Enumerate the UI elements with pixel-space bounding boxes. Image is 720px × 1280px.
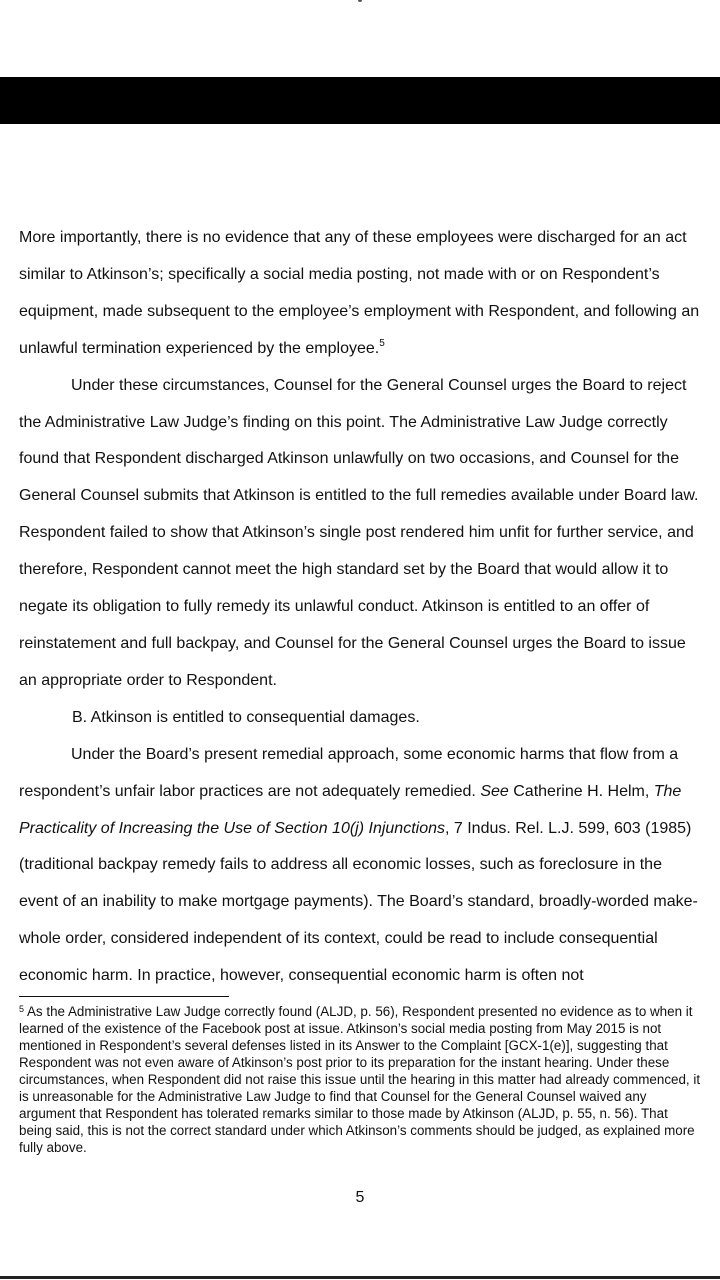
paragraph-text: Under the Board’s present remedial approach, some economic harms that flow from a respondent’s unfair labor practices are not adequately remedied.	[19, 745, 679, 800]
page-bottom-border	[0, 1276, 720, 1279]
footnote-separator	[19, 996, 229, 997]
redaction-bar	[0, 77, 720, 124]
footnote-5	[19, 1003, 703, 1156]
section-heading-b: B. Atkinson is entitled to consequential damages.	[72, 708, 420, 726]
footnote-number: 5	[19, 1004, 25, 1014]
paragraph-evidence	[19, 220, 705, 368]
citation-signal: See	[480, 782, 509, 800]
cited-article-title: The Practicality of Increasing the Use of Section 10(j) Injunctions	[19, 782, 682, 837]
footnote-text: As the Administrative Law Judge correctly found (ALJD, p. 56), Respondent presented no evidence as to when it learned of the existence of the Facebook post at issue. Atkinson’s social media posting from May 2015 is not mentioned in Respondent’s several defenses listed in its Answer to the Complaint [GCX-1(e)], suggesting that Respondent was not even aware of Atkinson’s post prior to its preparation for the instant hearing. Under these circumstances, when Respondent did not raise this issue until the hearing in this matter had already commenced, it is unreasonable for the Administrative Law Judge to find that Counsel for the General Counsel waived any argument that Respondent has tolerated remarks similar to those made by Atkinson (ALJD, p. 55, n. 56). That being said, this is not the correct standard under which Atkinson’s comments should be judged, as explained more fully above.	[19, 1004, 701, 1155]
paragraph-text: More importantly, there is no evidence that any of these employees were discharged for an act similar to Atkinson’s; specifically a social media posting, not made with or on Respondent’s equipment, made subsequent to the employee’s employment with Respondent, and following an unlawful termination experienced by the employee.	[19, 229, 700, 357]
previous-page-edge-mark	[358, 0, 362, 2]
footnote-reference[interactable]: 5	[379, 337, 385, 349]
paragraph-text: , 7 Indus. Rel. L.J. 599, 603 (1985) (traditional backpay remedy fails to address all economic losses, such as foreclosure in the event of an inability to make mortgage payments). The Board’s standard, broadly-worded make-whole order, considered independent of its context, could be read to include consequential economic harm. In practice, however, consequential economic harm is often not	[19, 819, 698, 985]
paragraph-consequential-harm	[19, 737, 705, 995]
paragraph-remedies: Under these circumstances, Counsel for the General Counsel urges the Board to reject the Administrative Law Judge’s finding on this point. The Administrative Law Judge correctly found that Respondent discharged Atkinson unlawfully on two occasions, and Counsel for the General Counsel submits that Atkinson is entitled to the full remedies available under Board law. Respondent failed to show that Atkinson’s single post rendered him unfit for further service, and therefore, Respondent cannot meet the high standard set by the Board that would allow it to negate its obligation to fully remedy its unlawful conduct. Atkinson is entitled to an offer of reinstatement and full backpay, and Counsel for the General Counsel urges the Board to issue an appropriate order to Respondent.	[19, 376, 699, 689]
page-number: 5	[355, 1189, 365, 1206]
paragraph-text: Catherine H. Helm,	[508, 782, 654, 800]
document-body	[19, 220, 705, 995]
